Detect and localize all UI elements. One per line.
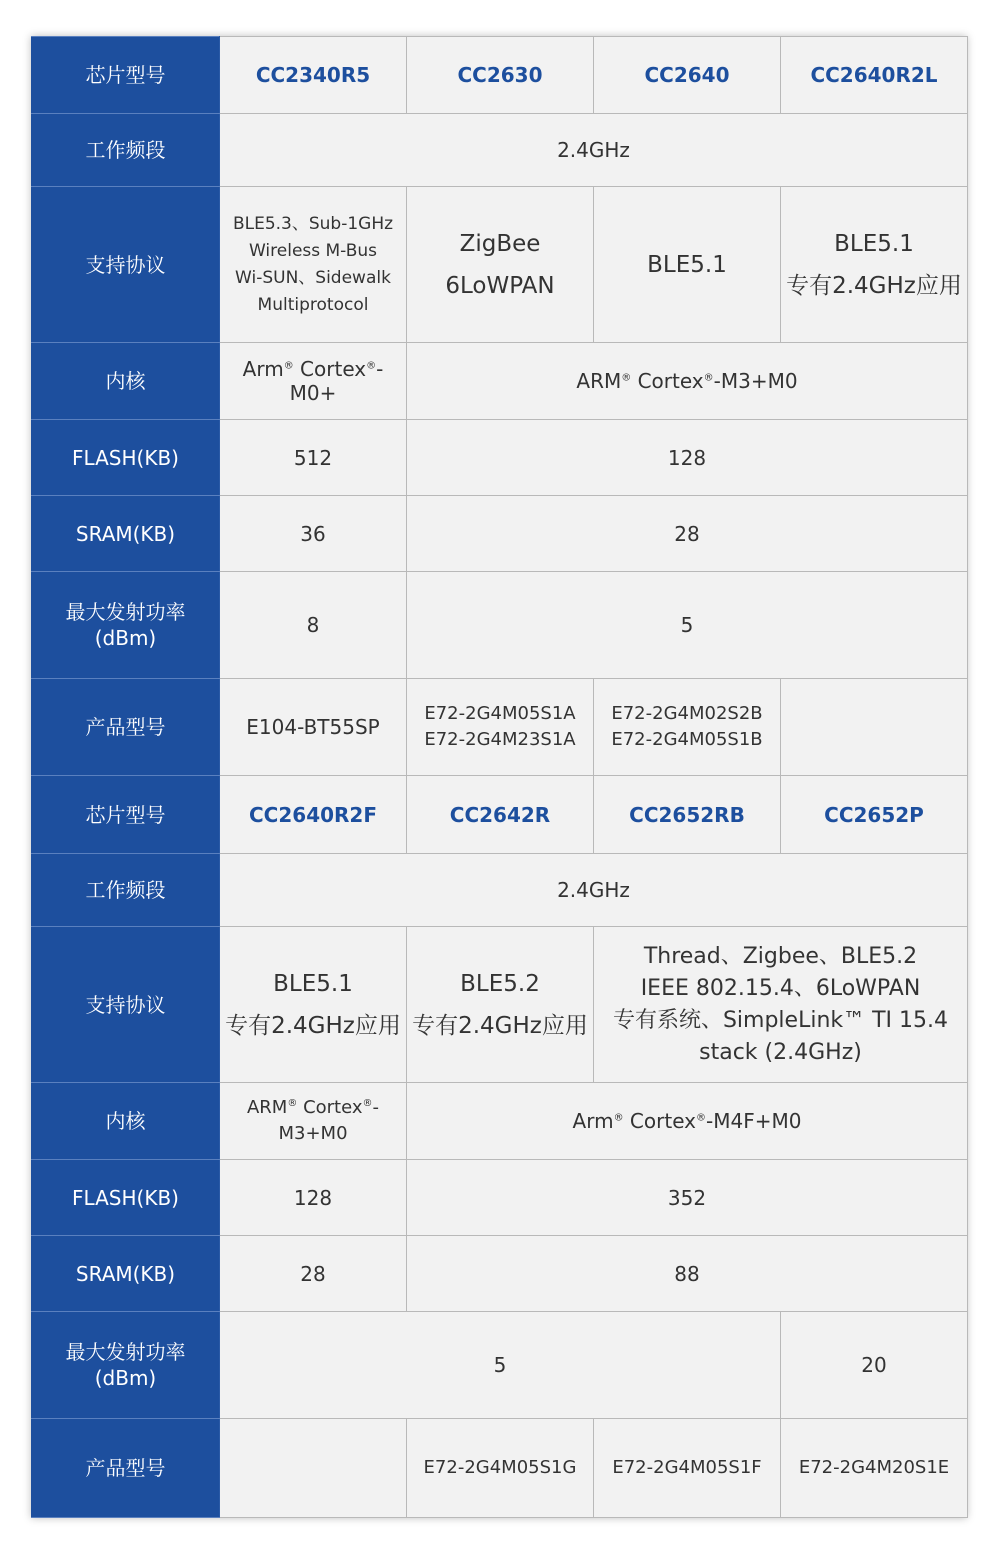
row-header-protocol: 支持协议 xyxy=(32,927,220,1083)
registered-mark: ® xyxy=(366,360,377,372)
product-line: E72-2G4M05S1A xyxy=(424,703,576,724)
sram-cell: 28 xyxy=(407,496,968,572)
table-row xyxy=(32,1419,968,1518)
chip-model-cell: CC2642R xyxy=(407,776,594,854)
core-text: -M3+M0 xyxy=(278,1097,380,1144)
table-row xyxy=(32,1083,968,1160)
spec-table-frame xyxy=(31,36,967,1518)
core-cell xyxy=(407,1083,968,1160)
protocol-line: BLE5.1 xyxy=(834,230,914,257)
row-header-protocol: 支持协议 xyxy=(32,187,220,343)
protocol-cell xyxy=(407,927,594,1083)
registered-mark: ® xyxy=(362,1098,373,1109)
core-text: ARM xyxy=(246,1097,288,1118)
registered-mark: ® xyxy=(703,372,714,384)
row-header-product-model: 产品型号 xyxy=(32,679,220,776)
max-power-cell: 5 xyxy=(220,1312,781,1419)
max-power-cell: 8 xyxy=(220,572,407,679)
core-text: -M0+ xyxy=(289,357,384,405)
sram-cell: 36 xyxy=(220,496,407,572)
max-power-cell: 20 xyxy=(781,1312,968,1419)
row-header-max-power xyxy=(32,572,220,679)
protocol-cell xyxy=(220,187,407,343)
registered-mark: ® xyxy=(287,1098,298,1109)
core-text: -M3+M0 xyxy=(713,369,798,393)
table-row xyxy=(32,37,968,114)
protocol-line: 6LoWPAN xyxy=(445,272,555,299)
registered-mark: ® xyxy=(283,360,294,372)
protocol-line: BLE5.1 xyxy=(273,970,353,997)
core-text: Cortex xyxy=(297,1097,363,1118)
product-cell: E104-BT55SP xyxy=(220,679,407,776)
table-row xyxy=(32,1236,968,1312)
product-line: E72-2G4M05S1B xyxy=(611,729,763,750)
chip-model-cell: CC2652P xyxy=(781,776,968,854)
protocol-cell xyxy=(407,187,594,343)
row-header-frequency: 工作频段 xyxy=(32,854,220,927)
table-row xyxy=(32,496,968,572)
product-cell: E72-2G4M05S1F xyxy=(594,1419,781,1518)
product-line: E72-2G4M02S2B xyxy=(611,703,763,724)
row-header-max-power xyxy=(32,1312,220,1419)
protocol-line: ZigBee xyxy=(459,230,541,257)
table-row xyxy=(32,572,968,679)
chip-model-cell: CC2640 xyxy=(594,37,781,114)
row-header-core: 内核 xyxy=(32,1083,220,1160)
registered-mark: ® xyxy=(613,1112,624,1124)
table-row xyxy=(32,420,968,496)
product-cell: E72-2G4M20S1E xyxy=(781,1419,968,1518)
table-row xyxy=(32,1160,968,1236)
core-cell xyxy=(220,343,407,420)
table-row xyxy=(32,776,968,854)
protocol-cell xyxy=(220,927,407,1083)
protocol-cell xyxy=(594,927,968,1083)
core-text: Arm xyxy=(572,1109,614,1133)
row-header-flash: FLASH(KB) xyxy=(32,1160,220,1236)
protocol-cell xyxy=(781,187,968,343)
row-header-flash: FLASH(KB) xyxy=(32,420,220,496)
chip-model-cell: CC2340R5 xyxy=(220,37,407,114)
core-cell xyxy=(220,1083,407,1160)
max-power-cell: 5 xyxy=(407,572,968,679)
product-line: E72-2G4M23S1A xyxy=(424,729,576,750)
product-cell xyxy=(407,679,594,776)
core-text: Cortex xyxy=(293,357,367,381)
protocol-cell: BLE5.1 xyxy=(594,187,781,343)
flash-cell: 352 xyxy=(407,1160,968,1236)
row-header-core: 内核 xyxy=(32,343,220,420)
protocol-line: Wi-SUN、Sidewalk xyxy=(235,267,391,288)
table-row xyxy=(32,343,968,420)
registered-mark: ® xyxy=(621,372,632,384)
row-header-text: (dBm) xyxy=(94,1366,157,1390)
row-header-text: 最大发射功率 xyxy=(65,600,186,624)
chip-model-cell: CC2630 xyxy=(407,37,594,114)
table-row xyxy=(32,854,968,927)
core-text: ARM xyxy=(576,369,622,393)
protocol-line: Multiprotocol xyxy=(257,294,369,315)
table-row xyxy=(32,927,968,1083)
row-header-text: 最大发射功率 xyxy=(65,1340,186,1364)
table-row xyxy=(32,187,968,343)
registered-mark: ® xyxy=(696,1112,706,1124)
row-header-sram: SRAM(KB) xyxy=(32,1236,220,1312)
product-cell xyxy=(781,679,968,776)
core-text: Arm xyxy=(242,357,284,381)
core-cell xyxy=(407,343,968,420)
row-header-chip-model: 芯片型号 xyxy=(32,37,220,114)
protocol-line: BLE5.2 xyxy=(460,970,540,997)
row-header-sram: SRAM(KB) xyxy=(32,496,220,572)
core-text: Cortex xyxy=(631,369,704,393)
table-row xyxy=(32,679,968,776)
flash-cell: 128 xyxy=(220,1160,407,1236)
protocol-line: 专有2.4GHz应用 xyxy=(786,272,962,299)
row-header-chip-model: 芯片型号 xyxy=(32,776,220,854)
table-row xyxy=(32,114,968,187)
flash-cell: 128 xyxy=(407,420,968,496)
protocol-line: 专有系统、SimpleLink™ TI 15.4 xyxy=(612,1007,949,1033)
spec-table xyxy=(31,36,968,1518)
frequency-cell: 2.4GHz xyxy=(220,854,968,927)
product-cell xyxy=(220,1419,407,1518)
flash-cell: 512 xyxy=(220,420,407,496)
frequency-cell: 2.4GHz xyxy=(220,114,968,187)
chip-model-cell: CC2640R2F xyxy=(220,776,407,854)
protocol-line: 专有2.4GHz应用 xyxy=(225,1012,401,1039)
row-header-text: (dBm) xyxy=(94,626,157,650)
protocol-line: Wireless M-Bus xyxy=(248,240,378,261)
sram-cell: 88 xyxy=(407,1236,968,1312)
product-cell: E72-2G4M05S1G xyxy=(407,1419,594,1518)
chip-model-cell: CC2652RB xyxy=(594,776,781,854)
protocol-line: BLE5.3、Sub-1GHz xyxy=(232,213,394,234)
product-cell xyxy=(594,679,781,776)
table-row xyxy=(32,1312,968,1419)
core-text: Cortex xyxy=(623,1109,696,1133)
row-header-product-model: 产品型号 xyxy=(32,1419,220,1518)
protocol-line: stack (2.4GHz) xyxy=(699,1039,862,1065)
protocol-line: 专有2.4GHz应用 xyxy=(412,1012,588,1039)
protocol-line: IEEE 802.15.4、6LoWPAN xyxy=(640,975,921,1001)
protocol-line: Thread、Zigbee、BLE5.2 xyxy=(643,943,918,969)
core-text: -M4F+M0 xyxy=(706,1109,802,1133)
chip-model-cell: CC2640R2L xyxy=(781,37,968,114)
sram-cell: 28 xyxy=(220,1236,407,1312)
row-header-frequency: 工作频段 xyxy=(32,114,220,187)
